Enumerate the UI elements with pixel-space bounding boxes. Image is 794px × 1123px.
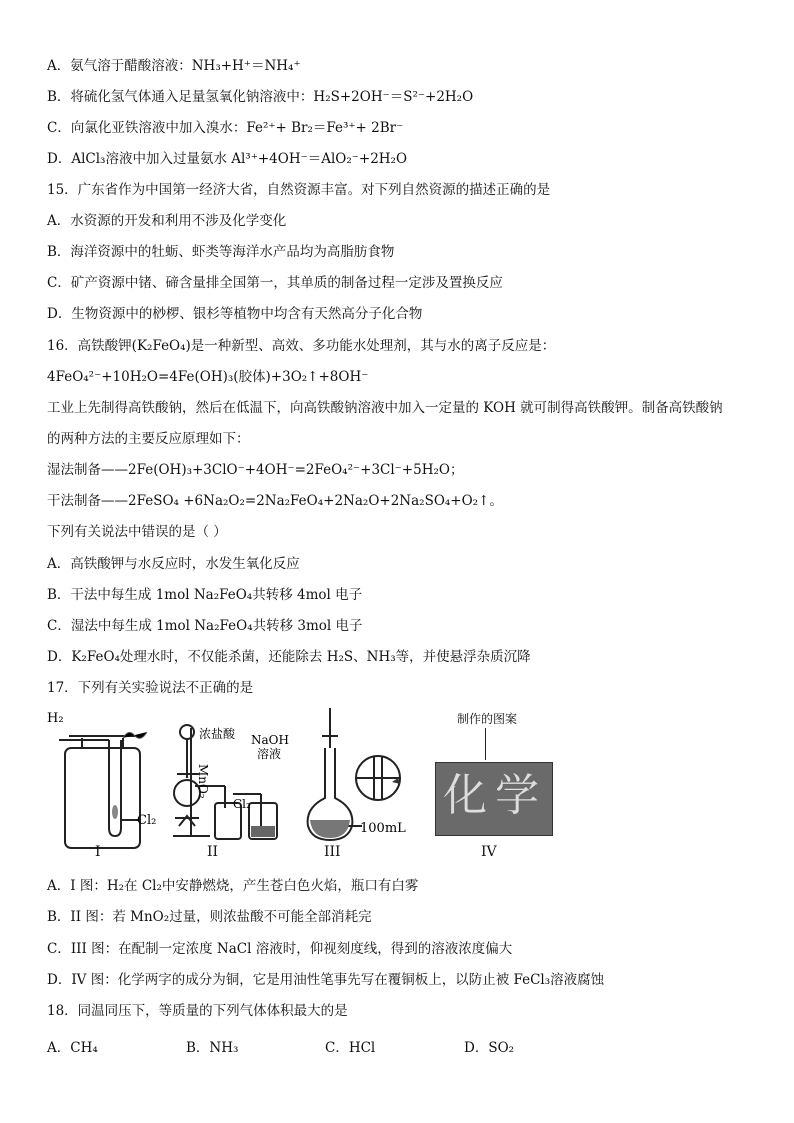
figure-4-label: IV [481,844,497,860]
option-15c: C．矿产资源中锗、碲含量排全国第一，其单质的制备过程一定涉及置换反应 [47,275,503,291]
option-15a: A．水资源的开发和利用不涉及化学变化 [47,213,287,229]
option-15b: B．海洋资源中的牡蛎、虾类等海洋水产品均为高脂肪食物 [47,244,395,260]
option-18b: B．NH₃ [186,1040,239,1056]
figure-2 [165,708,290,868]
volumetric-flask-diagram [300,708,430,868]
hcl-label: 浓盐酸 [199,727,236,741]
solution-label: 溶液 [257,747,282,761]
option-17b: B．II 图：若 MnO₂过量，则浓盐酸不可能全部消耗完 [47,909,372,925]
option-17c: C．III 图：在配制一定浓度 NaCl 溶液时，仰视刻度线，得到的溶液浓度偏大 [47,941,513,957]
volume-label: 100mL [360,821,406,836]
caption-pointer [485,728,486,760]
h2-label: H₂ [47,711,64,726]
option-16b: B．干法中每生成 1mol Na₂FeO₄共转移 4mol 电子 [47,587,363,603]
paragraph-16-line1: 工业上先制得高铁酸钠，然后在低温下，向高铁酸钠溶液中加入一定量的 KOH 就可制得高铁酸钾。制备高铁酸钠 [47,400,723,416]
figure-1 [47,708,162,868]
wet-method: 湿法制备——2Fe(OH)₃+3ClO⁻+4OH⁻=2FeO₄²⁻+3Cl⁻+5H₂O； [47,462,464,478]
question-16: 16．高铁酸钾(K₂FeO₄)是一种新型、高效、多功能水处理剂，其与水的离子反应是： [47,338,556,354]
option-14b: B．将硫化氢气体通入足量氢氧化钠溶液中：H₂S+2OH⁻＝S²⁻+2H₂O [47,89,474,105]
cl2-label-2: Cl₂ [233,797,251,811]
paragraph-16-line2: 的两种方法的主要反应原理如下： [47,431,250,447]
question-15: 15．广东省作为中国第一经济大省，自然资源丰富。对下列自然资源的描述正确的是 [47,182,551,198]
option-14d: D．AlCl₃溶液中加入过量氨水 Al³⁺+4OH⁻＝AlO₂⁻+2H₂O [47,151,408,167]
option-14c: C．向氯化亚铁溶液中加入溴水：Fe²⁺+ Br₂＝Fe³⁺+ 2Br⁻ [47,120,404,136]
equation-16: 4FeO₄²⁻+10H₂O=4Fe(OH)₃(胶体)+3O₂↑+8OH⁻ [47,369,369,385]
option-14a: A．氨气溶于醋酸溶液：NH₃+H⁺＝NH₄⁺ [47,58,301,74]
cl2-label: Cl₂ [137,813,157,828]
chlorine-generator-diagram [165,708,290,868]
dry-method: 干法制备——2FeSO₄ +6Na₂O₂=2Na₂FeO₄+2Na₂O+2Na₂SO₄+O₂↑。 [47,493,503,509]
pattern-caption: 制作的图案 [457,712,518,726]
figure-1-label: I [95,844,101,860]
figure-2-label: II [207,844,219,860]
figure-4 [435,708,560,868]
naoh-label: NaOH [251,733,289,747]
option-15d: D．生物资源中的桫椤、银杉等植物中均含有天然高分子化合物 [47,306,423,322]
option-18a: A．CH₄ [47,1040,98,1056]
option-17d: D．IV 图：化学两字的成分为铜，它是用油性笔事先写在覆铜板上，以防止被 FeCl₃溶液腐蚀 [47,972,605,988]
option-16a: A．高铁酸钾与水反应时，水发生氧化反应 [47,556,300,572]
mno2-label: MnO₂ [196,764,210,799]
option-18d: D．SO₂ [464,1040,515,1056]
question-16-prompt: 下列有关说法中错误的是（ ） [47,524,227,540]
option-16c: C．湿法中每生成 1mol Na₂FeO₄共转移 3mol 电子 [47,618,363,634]
gas-jar-diagram [47,708,162,868]
option-18c: C．HCl [325,1040,376,1056]
pattern-characters: 化学 [443,770,547,821]
figure-3 [300,708,430,868]
option-16d: D．K₂FeO₄处理水时，不仅能杀菌，还能除去 H₂S、NH₃等，并使悬浮杂质沉降 [47,649,531,665]
question-18: 18．同温同压下，等质量的下列气体体积最大的是 [47,1003,348,1019]
question-17: 17．下列有关实验说法不正确的是 [47,680,254,696]
option-17a: A．I 图：H₂在 Cl₂中安静燃烧，产生苍白色火焰，瓶口有白雾 [47,878,419,894]
figure-3-label: III [324,844,341,860]
